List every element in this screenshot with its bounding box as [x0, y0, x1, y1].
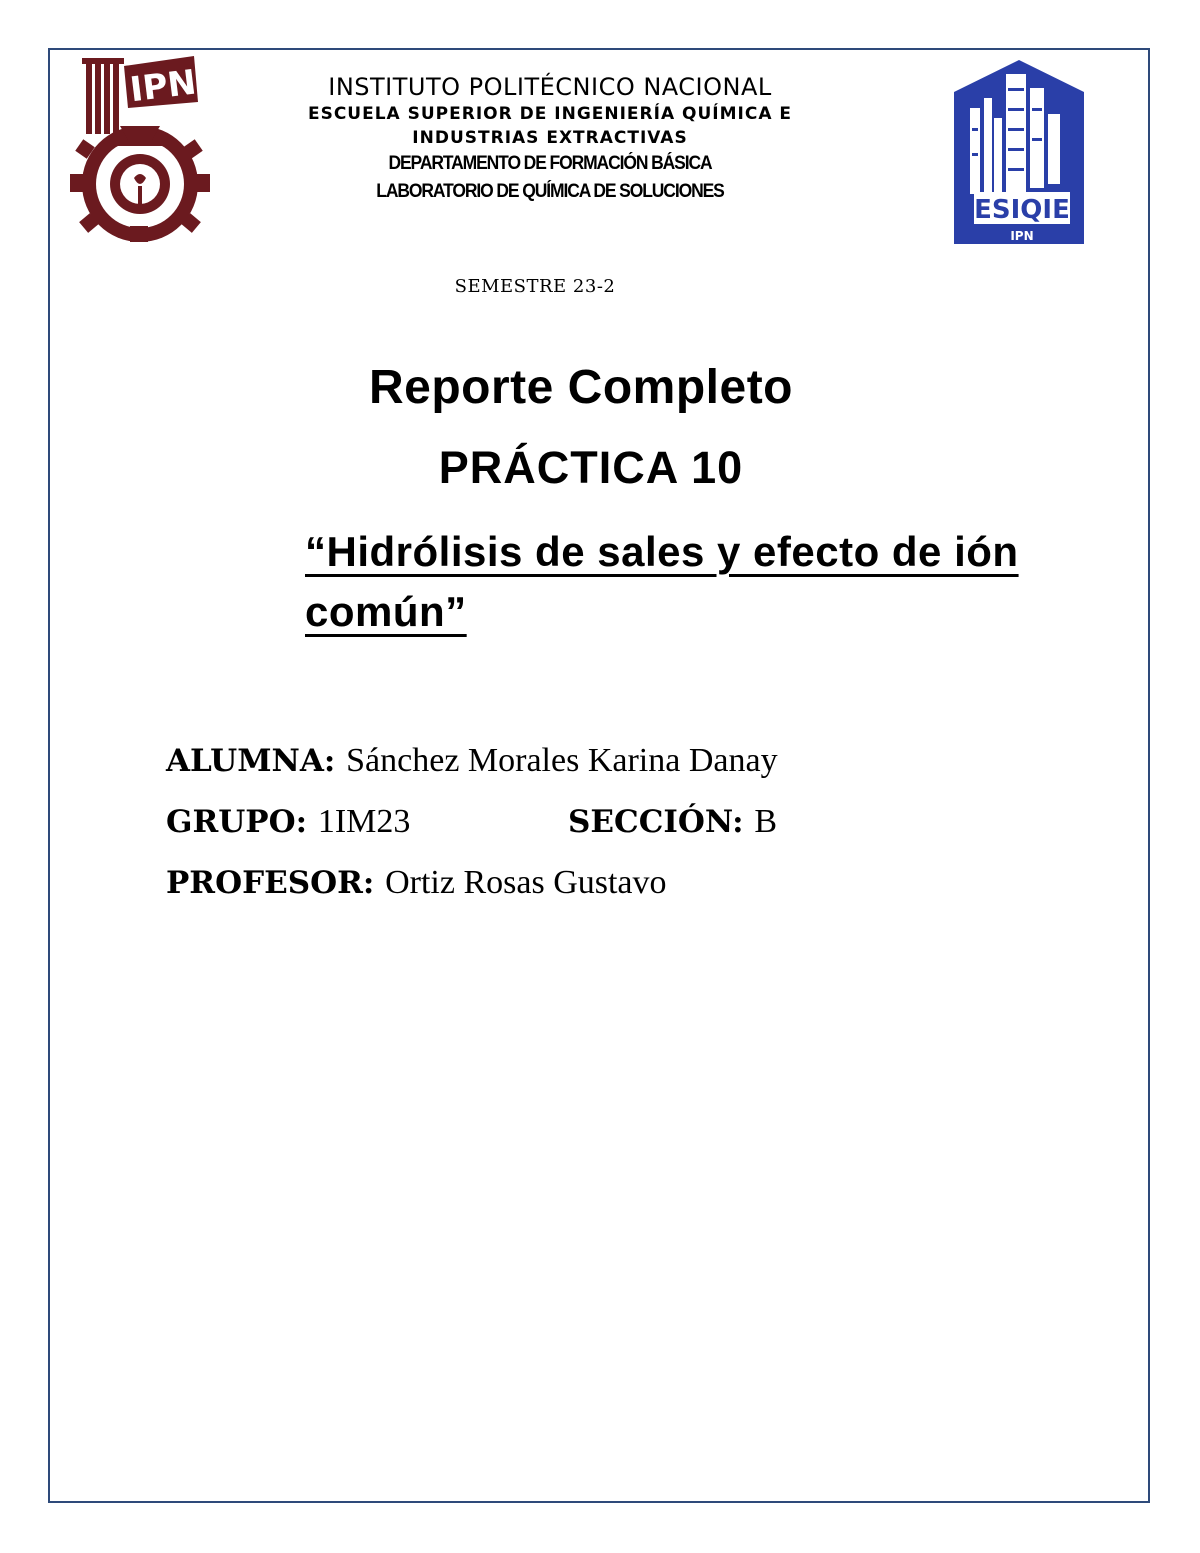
esiqie-logo-subtext: IPN [1010, 229, 1034, 243]
student-name: Sánchez Morales Karina Danay [346, 742, 778, 779]
institution-header [250, 72, 850, 206]
student-label: ALUMNA: [166, 743, 347, 779]
report-title: Reporte Completo [368, 361, 793, 414]
practice-number: PRÁCTICA 10 [438, 442, 744, 493]
section-part [568, 803, 777, 841]
section-label: SECCIÓN: [568, 804, 755, 840]
section-value: B [754, 803, 778, 840]
group-value: 1IM23 [317, 803, 411, 840]
esiqie-logo-text: ESIQIE [974, 195, 1070, 225]
ipn-logo-graphic [68, 56, 210, 246]
semester-label: SEMESTRE 23-2 [454, 276, 616, 297]
school-name-line2: INDUSTRIAS EXTRACTIVAS [412, 128, 688, 148]
professor-label: PROFESOR: [166, 865, 386, 901]
student-row [166, 742, 1066, 803]
professor-row [166, 864, 1066, 925]
group-row [166, 803, 1066, 864]
group-label: GRUPO: [166, 804, 318, 840]
laboratory-name: LABORATORIO DE QUÍMICA DE SOLUCIONES [376, 181, 724, 202]
institute-name: INSTITUTO POLITÉCNICO NACIONAL [328, 73, 772, 101]
practice-title: “Hidrólisis de sales y efecto de ión común” [305, 528, 1019, 635]
professor-name: Ortiz Rosas Gustavo [385, 864, 667, 901]
esiqie-logo-graphic [950, 58, 1088, 246]
department-name: DEPARTAMENTO DE FORMACIÓN BÁSICA [388, 153, 712, 174]
student-info [166, 742, 1066, 925]
school-name-line1: ESCUELA SUPERIOR DE INGENIERÍA QUÍMICA E [307, 104, 793, 124]
ipn-logo [68, 56, 210, 246]
svg-text:IPN: IPN [127, 62, 199, 111]
esiqie-logo [950, 58, 1088, 246]
